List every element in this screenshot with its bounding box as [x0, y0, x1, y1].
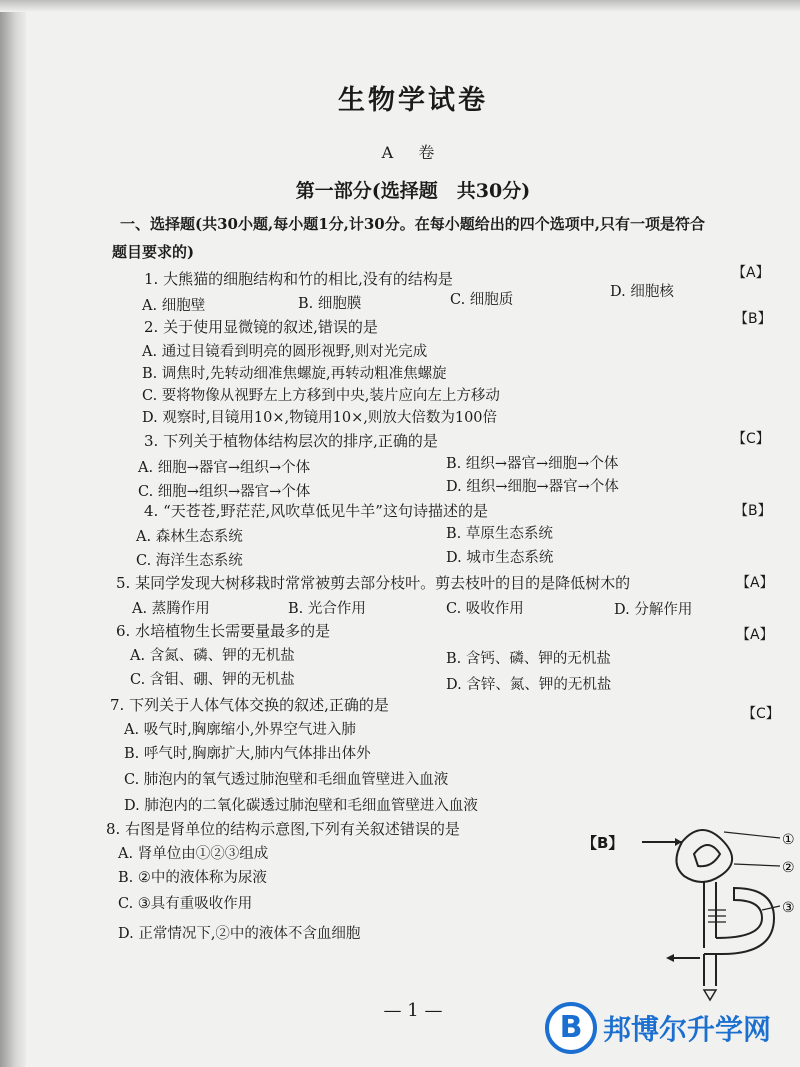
renal-tubule	[704, 888, 774, 954]
page-number: — 1 —	[383, 1000, 443, 1021]
question-8-option-d: D. 正常情况下,②中的液体不含血细胞	[118, 926, 361, 942]
question-8-option-b: B. ②中的液体称为尿液	[118, 870, 267, 886]
question-7-option-d: D. 肺泡内的二氧化碳透过肺泡壁和毛细血管壁进入血液	[124, 798, 478, 814]
question-1-option-c: C. 细胞质	[450, 292, 514, 308]
arrow-down-icon	[704, 990, 716, 1000]
question-6-stem: 6. 水培植物生长需要量最多的是	[116, 622, 331, 640]
exam-title: 生物学试卷	[338, 85, 488, 116]
question-3-option-d: D. 组织→细胞→器官→个体	[446, 479, 619, 495]
logo-b-icon: B	[545, 1002, 597, 1054]
question-7-stem: 7. 下列关于人体气体交换的叙述,正确的是	[110, 696, 389, 714]
renal-capsule	[676, 830, 732, 882]
question-6-answer: 【A】	[736, 627, 774, 643]
paper-label: A 卷	[381, 143, 445, 162]
question-1-option-d: D. 细胞核	[610, 284, 674, 300]
question-8-stem: 8. 右图是肾单位的结构示意图,下列有关叙述错误的是	[106, 820, 460, 838]
question-4-option-d: D. 城市生态系统	[446, 550, 554, 566]
exam-page	[26, 0, 800, 1067]
question-7-option-b: B. 呼气时,胸廓扩大,肺内气体排出体外	[124, 746, 371, 762]
question-2-option-d: D. 观察时,目镜用10×,物镜用10×,则放大倍数为100倍	[142, 410, 498, 426]
question-4-option-c: C. 海洋生态系统	[136, 553, 243, 569]
question-3-stem: 3. 下列关于植物体结构层次的排序,正确的是	[144, 432, 438, 450]
question-5-answer: 【A】	[736, 575, 774, 591]
figure-label-1: ①	[782, 832, 795, 848]
question-7-option-c: C. 肺泡内的氧气透过肺泡壁和毛细血管壁进入血液	[124, 772, 449, 788]
question-7-answer: 【C】	[742, 706, 780, 722]
question-3-option-a: A. 细胞→器官→组织→个体	[138, 460, 311, 476]
question-6-option-a: A. 含氮、磷、钾的无机盐	[130, 648, 295, 664]
question-8-option-a: A. 肾单位由①②③组成	[118, 846, 269, 862]
logo-text: 邦博尔升学网	[603, 1013, 772, 1046]
question-3-option-b: B. 组织→器官→细胞→个体	[446, 456, 619, 472]
figure-label-3: ③	[782, 900, 795, 916]
question-1-option-b: B. 细胞膜	[298, 296, 362, 312]
question-2-option-c: C. 要将物像从视野左上方移到中央,装片应向左上方移动	[142, 388, 500, 404]
question-8-answer: 【B】	[582, 834, 624, 852]
question-2-stem: 2. 关于使用显微镜的叙述,错误的是	[144, 318, 378, 336]
question-6-option-b: B. 含钙、磷、钾的无机盐	[446, 651, 611, 667]
watermark-logo	[545, 1000, 785, 1056]
glomerulus	[694, 845, 720, 866]
question-5-option-c: C. 吸收作用	[446, 601, 524, 617]
question-3-answer: 【C】	[732, 431, 770, 447]
figure-label-2: ②	[782, 860, 795, 876]
arrow-icon	[666, 954, 674, 962]
instructions-line-2: 题目要求的)	[112, 243, 195, 261]
question-4-option-a: A. 森林生态系统	[136, 529, 243, 545]
question-2-option-a: A. 通过目镜看到明亮的圆形视野,则对光完成	[142, 344, 428, 360]
question-2-answer: 【B】	[734, 311, 772, 327]
question-1-answer: 【A】	[732, 265, 770, 281]
question-6-option-c: C. 含钼、硼、钾的无机盐	[130, 672, 295, 688]
question-6-option-d: D. 含锌、氮、钾的无机盐	[446, 677, 612, 693]
question-2-option-b: B. 调焦时,先转动细准焦螺旋,再转动粗准焦螺旋	[142, 366, 447, 382]
question-1-option-a: A. 细胞壁	[142, 298, 206, 314]
question-4-answer: 【B】	[734, 503, 772, 519]
instructions-line-1: 一、选择题(共30小题,每小题1分,计30分。在每小题给出的四个选项中,只有一项是符合	[120, 215, 705, 233]
question-8-option-c: C. ③具有重吸收作用	[118, 896, 253, 912]
part-heading: 第一部分(选择题 共30分)	[295, 180, 531, 202]
question-1-stem: 1. 大熊猫的细胞结构和竹的相比,没有的结构是	[144, 270, 453, 288]
question-5-option-b: B. 光合作用	[288, 601, 366, 617]
question-5-option-a: A. 蒸腾作用	[132, 601, 210, 617]
question-5-option-d: D. 分解作用	[614, 602, 693, 618]
question-3-option-c: C. 细胞→组织→器官→个体	[138, 484, 311, 500]
nephron-diagram	[642, 818, 800, 1008]
question-7-option-a: A. 吸气时,胸廓缩小,外界空气进入肺	[124, 722, 356, 738]
instructions	[112, 210, 790, 266]
page-shadow-left	[0, 0, 26, 1067]
question-5-stem: 5. 某同学发现大树移栽时常常被剪去部分枝叶。剪去枝叶的目的是降低树木的	[116, 574, 631, 592]
question-4-option-b: B. 草原生态系统	[446, 526, 553, 542]
question-4-stem: 4. “天苍苍,野茫茫,风吹草低见牛羊”这句诗描述的是	[144, 502, 488, 520]
